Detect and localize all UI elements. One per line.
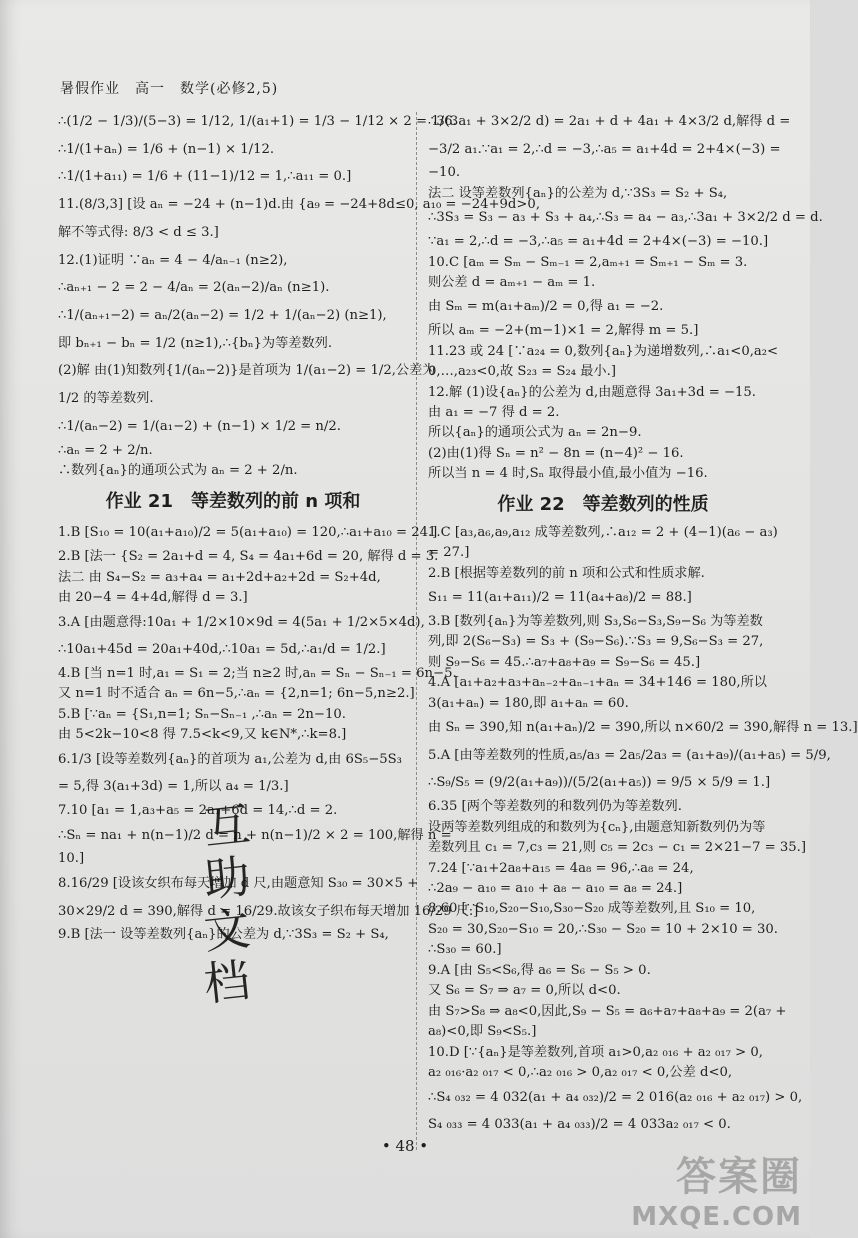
text-line: ∴(1/2 − 1/3)/(5−3) = 1/12, 1/(a₁+1) = 1/3 − 1/12 × 2 = 1/6. xyxy=(58,114,457,129)
text-line: = 5,得 3(a₁+3d) = 1,所以 a₄ = 1/3.] xyxy=(58,779,289,795)
text-line: −10. xyxy=(428,165,461,181)
text-line: ∴aₙ = 2 + 2/n. xyxy=(58,442,153,458)
handwritten-character: 互 xyxy=(201,796,253,856)
text-line: 7.10 [a₁ = 1,a₃+a₅ = 2a₁+6d = 14,∴d = 2. xyxy=(58,803,338,819)
text-line: 30×29/2 d = 390,解得 d = 16/29.故该女子织布每天增加 16/29 尺.] xyxy=(58,903,479,919)
watermark-logo: 答案圈 xyxy=(676,1154,802,1200)
handwritten-character: 助 xyxy=(201,848,253,908)
text-line: S₂₀ = 30,S₂₀−S₁₀ = 20,∴S₃₀ − S₂₀ = 10 + 2×10 = 30. xyxy=(428,921,778,937)
text-line: 由 a₁ = −7 得 d = 2. xyxy=(428,404,560,420)
handwritten-annotation xyxy=(192,796,262,1012)
text-line: ∴10a₁+45d = 20a₁+40d,∴10a₁ = 5d,∴a₁/d = 1/2.] xyxy=(58,642,386,658)
left-section-title: 作业 21 等差数列的前 n 项和 xyxy=(105,490,361,512)
text-line: ∴aₙ₊₁ − 2 = 2 − 4/aₙ = 2(aₙ−2)/aₙ (n≥1). xyxy=(58,280,330,296)
text-line: S₄ ₀₃₃ = 4 033(a₁ + a₄ ₀₃₃)/2 = 4 033a₂ ₀₁₇ < 0. xyxy=(428,1117,731,1133)
text-line: 1.C [a₃,a₆,a₉,a₁₂ 成等差数列,∴a₁₂ = 2 + (4−1)(a₆ − a₃) xyxy=(428,524,778,540)
text-line: 列,即 2(S₆−S₃) = S₃ + (S₉−S₆).∵S₃ = 9,S₆−S₃ = 27, xyxy=(428,634,764,650)
text-line: 由 S₇>S₈ ⇒ a₈<0,因此,S₉ − S₅ = a₆+a₇+a₈+a₉ = 2(a₇ + xyxy=(428,1003,787,1019)
text-line: 由 Sₙ = 390,知 n(a₁+aₙ)/2 = 390,所以 n×60/2 = 390,解得 n = 13.] xyxy=(428,720,858,735)
text-line: 10.C [aₘ = Sₘ − Sₘ₋₁ = 2,aₘ₊₁ = Sₘ₊₁ − Sₘ = 3. xyxy=(428,254,748,270)
text-line: 5.A [由等差数列的性质,a₅/a₃ = 2a₅/2a₃ = (a₁+a₉)/(a₁+a₅) = 5/9, xyxy=(428,747,831,763)
text-line: 11.(8/3,3] [设 aₙ = −24 + (n−1)d.由 {a₉ = −24+8d≤0, a₁₀ = −24+9d>0, xyxy=(58,197,541,213)
text-line: 1/2 的等差数列. xyxy=(58,391,154,407)
text-line: 由 20−4 = 4+4d,解得 d = 3.] xyxy=(58,590,248,606)
text-line: 6.35 [两个等差数列的和数列仍为等差数列. xyxy=(428,799,682,815)
text-line: ∴S₃₀ = 60.] xyxy=(428,942,502,958)
text-line: (2)解 由(1)知数列{1/(aₙ−2)}是首项为 1/(a₁−2) = 1/2,公差为 xyxy=(58,363,436,379)
text-line: (2)由(1)得 Sₙ = n² − 8n = (n−4)² − 16. xyxy=(428,445,684,461)
text-line: 4.A [a₁+a₂+a₃+aₙ₋₂+aₙ₋₁+aₙ = 34+146 = 180,所以 xyxy=(428,675,767,691)
page-header: 暑假作业 高一 数学(必修2,5) xyxy=(60,81,279,97)
text-line: 9.A [由 S₅<S₆,得 a₆ = S₆ − S₅ > 0. xyxy=(428,962,651,978)
text-line: a₈)<0,即 S₉<S₅.] xyxy=(428,1024,537,1040)
text-line: 所以{aₙ}的通项公式为 aₙ = 2n−9. xyxy=(428,425,642,441)
text-line: ∴1/(aₙ−2) = 1/(a₁−2) + (n−1) × 1/2 = n/2. xyxy=(58,418,341,434)
text-line: 即 bₙ₊₁ − bₙ = 1/2 (n≥1),∴{bₙ}为等差数列. xyxy=(58,335,333,351)
text-line: 9.B [法一 设等差数列{aₙ}的公差为 d,∵3S₃ = S₂ + S₄, xyxy=(58,927,389,943)
text-line: ∴S₄ ₀₃₂ = 4 032(a₁ + a₄ ₀₃₂)/2 = 2 016(a₂ ₀₁₆ + a₂ ₀₁₇) > 0, xyxy=(428,1089,803,1105)
text-line: 又 S₆ = S₇ ⇒ a₇ = 0,所以 d<0. xyxy=(428,983,621,999)
watermark-url: MXQE.COM xyxy=(631,1202,802,1232)
text-line: 法二 设等差数列{aₙ}的公差为 d,∵3S₃ = S₂ + S₄, xyxy=(428,185,728,201)
text-line: ∴1/(1+a₁₁) = 1/6 + (11−1)/12 = 1,∴a₁₁ = 0.] xyxy=(58,169,352,185)
text-line: 5.B [∵aₙ = {S₁,n=1; Sₙ−Sₙ₋₁ ,∴aₙ = 2n−10. xyxy=(58,706,346,722)
text-line: 所以 aₘ = −2+(m−1)×1 = 2,解得 m = 5.] xyxy=(428,323,699,339)
right-column-lines xyxy=(428,108,823,485)
text-line: 10.D [∵{aₙ}是等差数列,首项 a₁>0,a₂ ₀₁₆ + a₂ ₀₁₇ > 0, xyxy=(428,1044,763,1060)
text-line: = 27.] xyxy=(428,545,470,561)
text-line: ∴Sₙ = na₁ + n(n−1)/2 d = n + n(n−1)/2 × 2 = 100,解得 n = xyxy=(58,827,452,843)
text-line: a₂ ₀₁₆·a₂ ₀₁₇ < 0,∴a₂ ₀₁₆ > 0,a₂ ₀₁₇ < 0,公差 d<0, xyxy=(428,1065,733,1081)
text-line: 解不等式得: 8/3 < d ≤ 3.] xyxy=(58,224,219,240)
text-line: ∴1/(aₙ₊₁−2) = aₙ/2(aₙ−2) = 1/2 + 1/(aₙ−2) (n≥1), xyxy=(58,308,387,324)
handwritten-character: 档 xyxy=(201,952,253,1012)
text-line: 6.1/3 [设等差数列{aₙ}的首项为 a₁,公差为 d,由 6S₅−5S₃ xyxy=(58,751,402,767)
text-line: 3(a₁+aₙ) = 180,即 a₁+aₙ = 60. xyxy=(428,695,629,711)
text-line: 10.] xyxy=(58,851,85,867)
text-line: 1.B [S₁₀ = 10(a₁+a₁₀)/2 = 5(a₁+a₁₀) = 120,∴a₁+a₁₀ = 24.] xyxy=(58,525,438,541)
text-line: ∵a₁ = 2,∴d = −3,∴a₅ = a₁+4d = 2+4×(−3) = −10.] xyxy=(428,234,769,250)
text-line: 法二 由 S₄−S₂ = a₃+a₄ = a₁+2d+a₂+2d = S₂+4d, xyxy=(58,569,381,585)
text-line: 由 Sₘ = m(a₁+aₘ)/2 = 0,得 a₁ = −2. xyxy=(428,299,664,315)
text-line: S₁₁ = 11(a₁+a₁₁)/2 = 11(a₄+a₈)/2 = 88.] xyxy=(428,590,692,606)
text-line: ∴3(3a₁ + 3×2/2 d) = 2a₁ + d + 4a₁ + 4×3/2 d,解得 d = xyxy=(428,114,791,129)
watermark xyxy=(631,1145,802,1232)
text-line: 差数列且 c₁ = 7,c₃ = 21,则 c₅ = 2c₃ − c₁ = 2×21−7 = 35.] xyxy=(428,840,807,856)
text-line: 由 5<2k−10<8 得 7.5<k<9,又 k∈N*,∴k=8.] xyxy=(58,727,347,743)
text-line: 2.B [根据等差数列的前 n 项和公式和性质求解. xyxy=(428,565,705,581)
text-line: 3.A [由题意得:10a₁ + 1/2×10×9d = 4(5a₁ + 1/2×5×4d), xyxy=(58,614,425,630)
text-line: 12.(1)证明 ∵aₙ = 4 − 4/aₙ₋₁ (n≥2), xyxy=(58,252,288,268)
text-line: 8.60 [∵S₁₀,S₂₀−S₁₀,S₃₀−S₂₀ 成等差数列,且 S₁₀ = 10, xyxy=(428,901,756,917)
text-line: 4.B [当 n=1 时,a₁ = S₁ = 2;当 n≥2 时,aₙ = Sₙ − Sₙ₋₁ = 6n−5. xyxy=(58,665,457,681)
text-line: 又 n=1 时不适合 aₙ = 6n−5,∴aₙ = {2,n=1; 6n−5,n≥2.] xyxy=(58,686,415,702)
text-line: 则公差 d = aₘ₊₁ − aₘ = 1. xyxy=(428,274,596,290)
text-line: 则 S₉−S₆ = 45.∴a₇+a₈+a₉ = S₉−S₆ = 45.] xyxy=(428,654,701,670)
text-line: 8.16/29 [设该女织布每天增加 d 尺,由题意知 S₃₀ = 30×5 + xyxy=(58,875,419,891)
text-line: ∴S₉/S₅ = (9/2(a₁+a₉))/(5/2(a₁+a₅)) = 9/5 × 5/9 = 1.] xyxy=(428,775,771,791)
text-line: 3.B [数列{aₙ}为等差数列,则 S₃,S₆−S₃,S₉−S₆ 为等差数 xyxy=(428,613,763,629)
right-column xyxy=(428,108,858,1139)
text-line: −3/2 a₁.∵a₁ = 2,∴d = −3,∴a₅ = a₁+4d = 2+4×(−3) = xyxy=(428,141,781,157)
text-line: 12.解 (1)设{aₙ}的公差为 d,由题意得 3a₁+3d = −15. xyxy=(428,384,756,400)
text-line: 11.23 或 24 [∵a₂₄ = 0,数列{aₙ}为递增数列,∴a₁<0,a₂< xyxy=(428,343,779,359)
text-line: ∴3S₃ = S₃ − a₃ + S₃ + a₄,∴S₃ = a₄ − a₃,∴3a₁ + 3×2/2 d = d. xyxy=(428,210,823,226)
text-line: ∴数列{aₙ}的通项公式为 aₙ = 2 + 2/n. xyxy=(58,463,298,479)
column-divider xyxy=(416,112,417,1150)
text-line: 0,…,a₂₃<0,故 S₂₃ = S₂₄ 最小.] xyxy=(428,364,616,380)
text-line: 设两等差数列组成的和数列为{cₙ},由题意知新数列仍为等 xyxy=(428,819,766,835)
text-line: 7.24 [∵a₁+2a₈+a₁₅ = 4a₈ = 96,∴a₈ = 24, xyxy=(428,860,694,876)
right-section-title: 作业 22 等差数列的性质 xyxy=(497,493,709,515)
text-line: 所以当 n = 4 时,Sₙ 取得最小值,最小值为 −16. xyxy=(428,466,708,482)
handwritten-character: 文 xyxy=(201,900,253,960)
text-line: ∴1/(1+aₙ) = 1/6 + (n−1) × 1/12. xyxy=(58,141,275,157)
text-line: 2.B [法一 {S₂ = 2a₁+d = 4, S₄ = 4a₁+6d = 20, 解得 d = 3. xyxy=(58,549,439,565)
right-column-lines-2 xyxy=(428,523,858,1139)
page-number: • 48 • xyxy=(381,1137,429,1155)
text-line: ∴2a₉ − a₁₀ = a₁₀ + a₈ − a₁₀ = a₈ = 24.] xyxy=(428,880,683,896)
